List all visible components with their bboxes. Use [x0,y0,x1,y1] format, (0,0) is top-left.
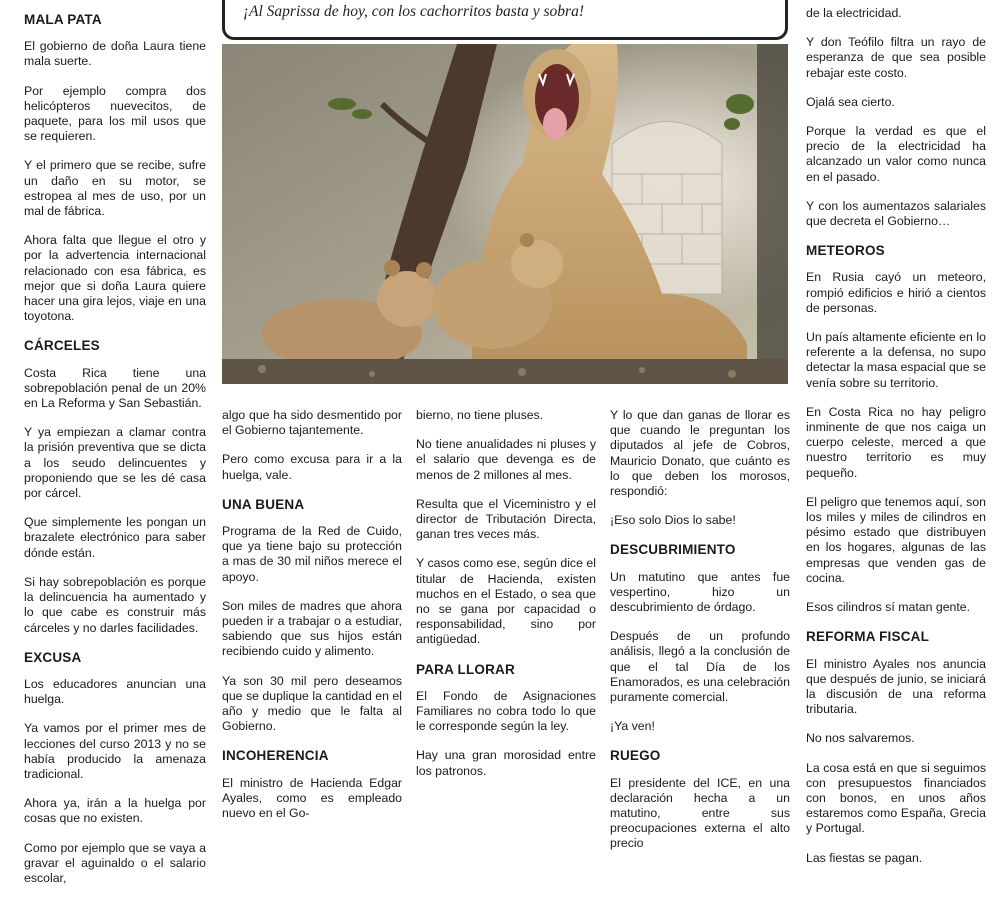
paragraph: Y casos como ese, según dice el titular de Hacienda, existen muchos en el Estado, o sea que no se gana por capacidad o responsabilidad, sino por antigüedad. [416,556,596,647]
column-5 [806,6,986,880]
column-2 [222,408,402,835]
paragraph: Son miles de madres que ahora pueden ir a trabajar o a estudiar, sabiendo que sus hijos están recibiendo cuido y alimento. [222,598,402,659]
paragraph: En Costa Rica no hay peligro inminente de que nos caiga un cuerpo celeste, merced a que nuestro territorio es muy pequeño. [806,404,986,480]
column-1 [24,6,206,900]
paragraph: El ministro de Hacienda Edgar Ayales, como es empleado nuevo en el Go- [222,775,402,821]
paragraph: El ministro Ayales nos anuncia que después de junio, se iniciará la discusión de una reforma tributaria. [806,656,986,717]
heading-ruego: RUEGO [610,748,661,764]
paragraph: No nos salvaremos. [806,731,915,746]
paragraph: Ahora falta que llegue el otro y por la advertencia internacional relacionado con esa fábrica, es mejor que si doña Laura quiere hacer una gira lejos, viaje en una toyotona. [24,233,206,324]
paragraph: La cosa está en que si seguimos con presupuestos financiados con bonos, en unos años estaremos como España, Grecia y Portugal. [806,760,986,836]
photo-caption: ¡Al Saprissa de hoy, con los cachorritos basta y sobra! [243,3,584,20]
paragraph: El gobierno de doña Laura tiene mala suerte. [24,39,206,69]
paragraph: El Fondo de Asignaciones Familiares no cobra todo lo que le corresponde según la ley. [416,688,596,734]
paragraph: Y con los aumentazos salariales que decreta el Gobierno… [806,198,986,229]
paragraph: bierno, no tiene pluses. [416,408,544,422]
paragraph: Como por ejemplo que se vaya a gravar el aguinaldo o el salario escolar, [24,840,206,885]
paragraph: Hay una gran morosidad entre los patronos. [416,748,596,778]
paragraph: Y el primero que se recibe, sufre un daño en su motor, se estropea al mes de uso, por un mal de fábrica. [24,158,206,219]
paragraph: Esos cilindros sí matan gente. [806,600,971,615]
paragraph: ¡Eso solo Dios lo sabe! [610,513,736,528]
paragraph: Que simplemente les pongan un brazalete electrónico para saber dónde están. [24,515,206,560]
paragraph: Ya vamos por el primer mes de lecciones del curso 2013 y no se había producido la amenaza tradicional. [24,721,206,781]
paragraph: Ahora ya, irán a la huelga por cosas que no existen. [24,796,206,826]
heading-excusa: EXCUSA [24,649,82,665]
paragraph: de la electricidad. [806,6,902,20]
heading-reforma-fiscal: REFORMA FISCAL [806,629,930,645]
paragraph: Ya son 30 mil pero deseamos que se duplique la cantidad en el año y medio que le falta al Gobierno. [222,673,402,734]
photo-caption-box [222,0,788,40]
paragraph: algo que ha sido desmentido por el Gobierno tajantemente. [222,408,402,438]
paragraph: Un matutino que antes fue vespertino, hizo un descubrimiento de órdago. [610,569,790,615]
paragraph: Porque la verdad es que el precio de la electricidad ha alcanzado un valor como nunca en el pasado. [806,124,986,184]
paragraph: Los educadores anuncian una huelga. [24,676,206,707]
paragraph: Costa Rica tiene una sobrepoblación penal de un 20% en La Reforma y San Sebastián. [24,365,206,411]
paragraph: Y ya empiezan a clamar contra la prisión preventiva que se dicta a los seudo delincuentes y proponiendo que se les dé casa por cárcel. [24,425,206,501]
paragraph: Y don Teófilo filtra un rayo de esperanza de que sea posible rebajar este costo. [806,35,986,80]
paragraph: En Rusia cayó un meteoro, rompió edificios e hirió a cientos de personas. [806,270,986,315]
paragraph: No tiene anualidades ni pluses y el salario que devenga es de menos de 2 millones al mes. [416,437,596,482]
heading-incoherencia: INCOHERENCIA [222,748,329,764]
paragraph: Ojalá sea cierto. [806,94,895,109]
column-3 [416,408,596,793]
paragraph: Después de un profundo análisis, llegó a la conclusión de que el tal Día de los Enamorados, es una celebración puramente comercial. [610,629,790,705]
heading-mala-pata: MALA PATA [24,12,102,27]
paragraph: Por ejemplo compra dos helicópteros nuevecitos, de paquete, para los mil usos que se requieren. [24,83,206,144]
paragraph: El peligro que tenemos aquí, son los miles y miles de cilindros en pésimo estado que distribuyen en los hogares, algunas de las empresas que venden gas de cocina. [806,494,986,585]
heading-meteoros: METEOROS [806,243,885,259]
paragraph: Y lo que dan ganas de llorar es que cuando le preguntan los diputados al jefe de Cobros, Mauricio Donato, que cuánto es lo que deben los morosos, respondió: [610,408,790,499]
heading-para-llorar: PARA LLORAR [416,661,515,677]
paragraph: ¡Ya ven! [610,719,655,734]
paragraph: Pero como excusa para ir a la huelga, vale. [222,452,402,482]
heading-una-buena: UNA BUENA [222,496,305,512]
paragraph: Si hay sobrepoblación es porque la delincuencia ha aumentado y lo que cabe es construir más cárceles y no darles facilidades. [24,574,206,635]
paragraph: Las fiestas se pagan. [806,850,923,865]
heading-carceles: CÁRCELES [24,338,100,354]
heading-descubrimiento: DESCUBRIMIENTO [610,542,736,558]
paragraph: Programa de la Red de Cuido, que ya tiene bajo su protección a mas de 30 mil niños merece el apoyo. [222,524,402,584]
paragraph: Un país altamente eficiente en lo referente a la defensa, no supo detectar la masa espacial que se venía sobre su territorio. [806,330,986,390]
column-4 [610,408,790,866]
lion-photo [222,44,788,384]
paragraph: El presidente del ICE, en una declaración hecha a un matutino, entre sus preocupaciones externa el alto precio [610,775,790,851]
paragraph: Resulta que el Viceministro y el director de Tributación Directa, ganan tres veces más. [416,496,596,542]
